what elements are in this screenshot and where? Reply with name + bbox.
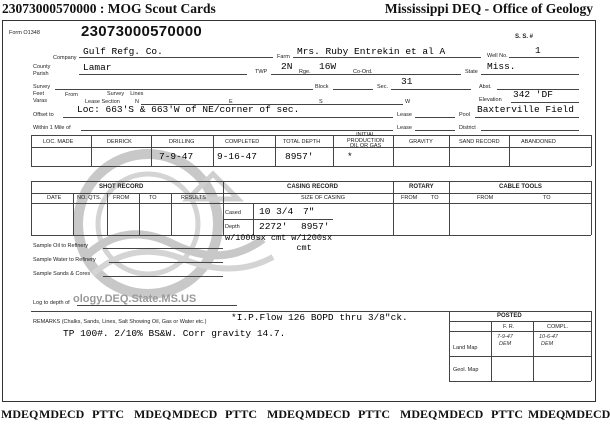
grid-h-loc-made: LOC. MADE <box>43 139 74 145</box>
lease-section-label: Lease Section <box>85 99 120 105</box>
grid-h-completed: COMPLETED <box>225 139 260 145</box>
county-value: Lamar <box>83 62 112 73</box>
footer-item: MDEQ <box>267 407 305 421</box>
shot-h-to: TO <box>149 195 157 201</box>
rge-label: Rge. <box>299 69 311 75</box>
rotary-h-from: FROM <box>401 195 418 201</box>
rotary-title: ROTARY <box>409 184 434 190</box>
cable-tools-title: CABLE TOOLS <box>499 184 542 190</box>
posted-title: POSTED <box>497 313 522 319</box>
scout-card <box>2 20 596 402</box>
grid-h-derrick: DERRICK <box>107 139 132 145</box>
ss-label: S. S. # <box>515 34 534 40</box>
shot-h-qts: NO. QTS. <box>77 195 102 201</box>
shot-h-from: FROM <box>113 195 130 201</box>
lease-label-1: Lease <box>397 112 412 118</box>
grid-h-sand-record: SAND RECORD <box>459 139 500 145</box>
footer-strip <box>0 405 610 425</box>
remarks-label: REMARKS (Chalks, Sands, Lines, Salt Showing Oil, Gas or Water etc.) <box>33 319 207 325</box>
footer-item: MDECD <box>305 407 351 421</box>
footer-item: PTTC <box>491 407 524 421</box>
land-fr-initials: DEM <box>499 341 512 347</box>
form-number: Form O1348 <box>9 30 40 36</box>
twp-value: 2N <box>281 61 293 72</box>
elevation-value: 342 'DF <box>513 89 553 100</box>
casing-size-2: 7" <box>303 206 315 217</box>
within-label: Within 1 Mile of <box>33 125 71 131</box>
sec-label: Sec. <box>377 84 389 90</box>
survey-label: Survey <box>33 84 51 90</box>
lease-label-2: Lease <box>397 125 412 131</box>
footer-item: PTTC <box>225 407 258 421</box>
well-no-label: Well No. <box>487 53 508 59</box>
initial-production-value: * <box>347 151 353 162</box>
pool-value: Baxterville Field <box>477 104 574 115</box>
e-label: E <box>229 99 233 105</box>
feet-label: Feet <box>33 91 45 97</box>
remarks-text-line1: *I.P.Flow 126 BOPD thru 3/8"ck. <box>231 312 408 323</box>
farm-label: Farm <box>277 54 290 60</box>
footer-item: MDECD <box>172 407 218 421</box>
varas-label: Varas <box>33 98 47 104</box>
land-map-label: Land Map <box>453 345 478 351</box>
rge-value: 16W <box>319 61 337 72</box>
completed-value: 9-16-47 <box>217 151 257 162</box>
posted-fr-label: F. R. <box>503 324 515 330</box>
land-compl-initials: DEM <box>541 341 554 347</box>
sec-value: 31 <box>401 76 413 87</box>
w-label: W <box>405 99 411 105</box>
cable-h-from: FROM <box>477 195 494 201</box>
district-label: District <box>459 125 476 131</box>
grid-h-total-depth: TOTAL DEPTH <box>283 139 321 145</box>
parish-label: Parish <box>33 71 49 77</box>
shot-h-results: RESULTS <box>181 195 206 201</box>
footer-item: PTTC <box>358 407 391 421</box>
grid-h-abandoned: ABANDONED <box>521 139 556 145</box>
n-label: N <box>135 99 139 105</box>
land-compl-date: 10-6-47 <box>539 334 558 340</box>
cased-label: Cased <box>225 210 241 216</box>
company-label: Company <box>53 55 77 61</box>
footer-item: MDECD <box>39 407 85 421</box>
county-label: County <box>33 64 51 70</box>
casing-depth-2: 8957' <box>301 221 330 232</box>
farm-value: Mrs. Ruby Entrekin et al A <box>297 46 446 57</box>
geol-map-label: Geol. Map <box>453 367 479 373</box>
footer-item: MDECD <box>438 407 484 421</box>
footer-item: MDEQ <box>1 407 39 421</box>
land-fr-date: 7-9-47 <box>497 334 513 340</box>
footer-item: MDECD <box>565 407 610 421</box>
from-label: From <box>65 92 78 98</box>
footer-item: MDEQ <box>528 407 566 421</box>
coord-label: Co-Ord. <box>353 69 373 75</box>
watermark-text: ology.DEQ.State.MS.US <box>73 293 197 305</box>
abst-label: Abst. <box>479 84 492 90</box>
grid-h-drilling: DRILLING <box>169 139 195 145</box>
grid-h-gravity: GRAVITY <box>409 139 433 145</box>
offset-value: Loc: 663'S & 663'W of NE/corner of sec. <box>77 104 300 115</box>
survey-lines-label: Survey Lines <box>107 91 144 97</box>
casing-record-title: CASING RECORD <box>287 184 339 190</box>
cable-h-to: TO <box>543 195 551 201</box>
posted-compl-label: COMPL. <box>547 324 569 330</box>
casing-depth-1: 2272' <box>259 221 288 232</box>
footer-item: MDEQ <box>400 407 438 421</box>
sample-water-label: Sample Water to Refinery <box>33 257 96 263</box>
elevation-label: Elevation <box>479 97 502 103</box>
company-value: Gulf Refg. Co. <box>83 46 163 57</box>
log-depth-label: Log to depth of <box>33 300 70 306</box>
twp-label: TWP <box>255 69 268 75</box>
pool-label: Pool <box>459 112 471 118</box>
shot-h-date: DATE <box>47 195 62 201</box>
block-label: Block <box>315 84 329 90</box>
header-title-left: 23073000570000 : MOG Scout Cards <box>2 1 216 16</box>
footer-item: PTTC <box>92 407 125 421</box>
shot-record-title: SHOT RECORD <box>99 184 144 190</box>
record-number: 23073000570000 <box>81 23 202 40</box>
state-value: Miss. <box>487 61 516 72</box>
footer-item: MDEQ <box>134 407 172 421</box>
total-depth-value: 8957' <box>285 151 314 162</box>
casing-note: w/1000sx cmt w/1200sx cmt <box>225 233 333 253</box>
well-no-value: 1 <box>535 45 541 56</box>
page-header <box>0 0 599 18</box>
sample-sands-label: Sample Sands & Cores <box>33 271 91 277</box>
grid-h-initial-production: INITIAL PRODUCTION OIL OR GAS <box>347 132 384 149</box>
state-label: State <box>465 69 478 75</box>
rotary-h-to: TO <box>431 195 439 201</box>
depth-label: Depth <box>225 224 240 230</box>
casing-size-header: SIZE OF CASING <box>301 195 346 201</box>
offset-label: Offset to <box>33 112 54 118</box>
remarks-text-line2: TP 100#. 2/10% BS&W. Corr gravity 14.7. <box>63 328 286 339</box>
sample-oil-label: Sample Oil to Refinery <box>33 243 89 249</box>
s-label: S <box>319 99 323 105</box>
casing-size-1: 10 3/4 <box>259 206 294 217</box>
header-title-right: Mississippi DEQ - Office of Geology <box>384 1 593 16</box>
drilling-value: 7-9-47 <box>159 151 194 162</box>
